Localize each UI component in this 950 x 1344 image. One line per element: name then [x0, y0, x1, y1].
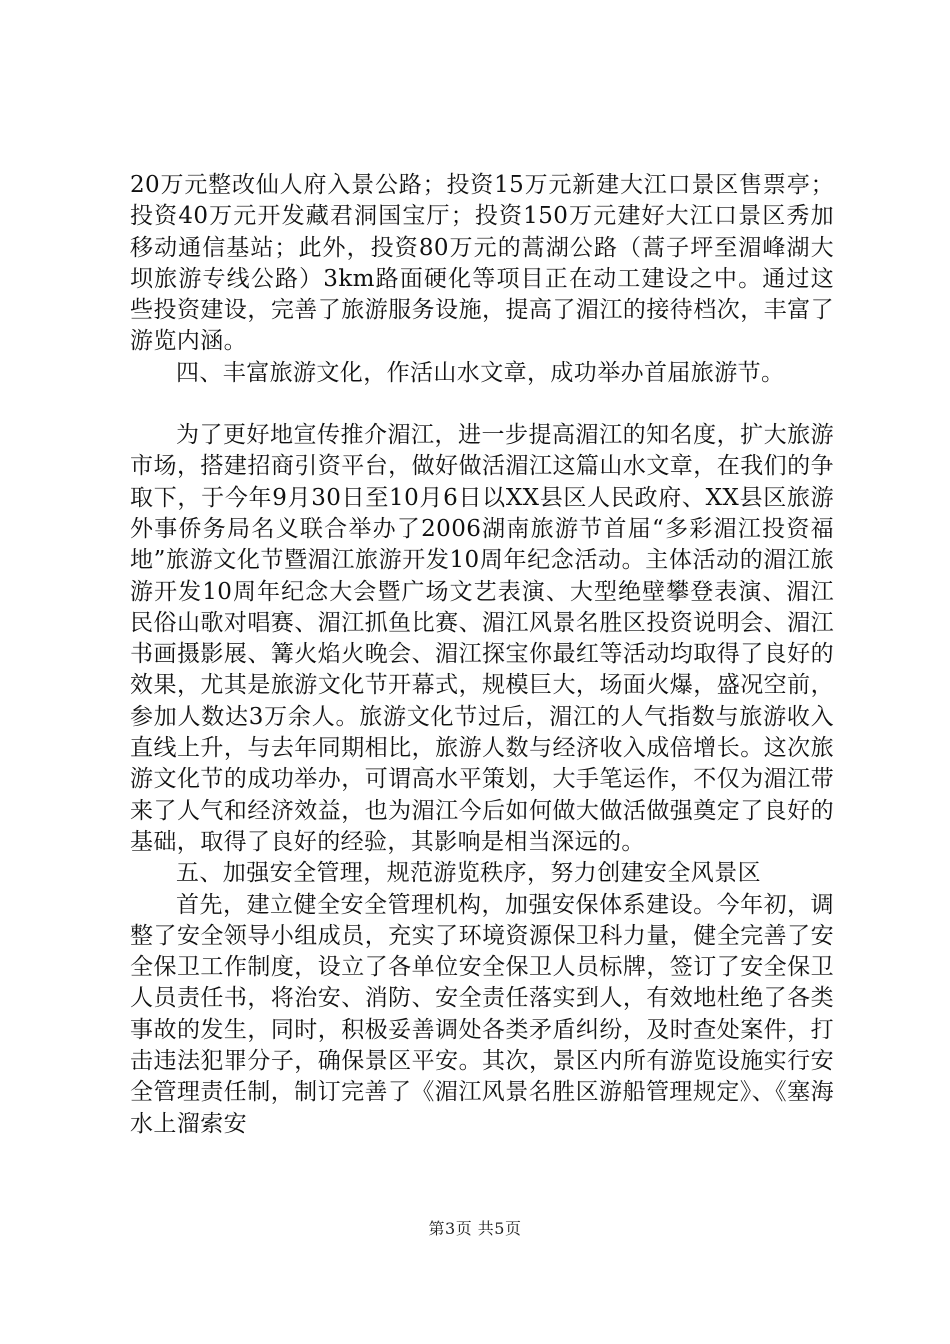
page-number-footer: 第3页 共5页	[428, 1219, 522, 1238]
paragraph-safety-measures: 首先，建立健全安全管理机构，加强安保体系建设。今年初，调整了安全领导小组成员，充实了环境资源保卫科力量，健全完善了安全保卫工作制度，设立了各单位安全保卫人员标牌，签订了安全保卫人员责任书，将治安、消防、安全责任落实到人，有效地杜绝了各类事故的发生，同时，积极妥善调处各类矛盾纠纷，及时查处案件，打击违法犯罪分子，确保景区平安。其次，景区内所有游览设施实行安全管理责任制，制订完善了《湄江风景名胜区游船管理规定》、《塞海水上溜索安	[130, 891, 834, 1137]
paragraph-investment-continued: 20万元整改仙人府入景公路；投资15万元新建大江口景区售票亭；投资40万元开发藏君洞国宝厅；投资150万元建好大江口景区秀加移动通信基站；此外，投资80万元的蒿湖公路（蒿子坪至湄峰湖大坝旅游专线公路）3km路面硬化等项目正在动工建设之中。通过这些投资建设，完善了旅游服务设施，提高了湄江的接待档次，丰富了游览内涵。	[130, 172, 834, 355]
document-body	[130, 170, 834, 1140]
section-heading-tourism-culture: 四、丰富旅游文化，作活山水文章，成功举办首届旅游节。	[176, 359, 785, 386]
paragraph-tourism-festival: 为了更好地宣传推介湄江，进一步提高湄江的知名度，扩大旅游市场，搭建招商引资平台，做好做活湄江这篇山水文章，在我们的争取下，于今年9月30日至10月6日以XX县区人民政府、XX县区旅游外事侨务局名义联合举办了2006湖南旅游节首届“多彩湄江投资福地”旅游文化节暨湄江旅游开发10周年纪念活动。主体活动的湄江旅游开发10周年纪念大会暨广场文艺表演、大型绝壁攀登表演、湄江民俗山歌对唱赛、湄江抓鱼比赛、湄江风景名胜区投资说明会、湄江书画摄影展、篝火焰火晚会、湄江探宝你最红等活动均取得了良好的效果，尤其是旅游文化节开幕式，规模巨大，场面火爆，盛况空前，参加人数达3万余人。旅游文化节过后，湄江的人气指数与旅游收入直线上升，与去年同期相比，旅游人数与经济收入成倍增长。这次旅游文化节的成功举办，可谓高水平策划，大手笔运作，不仅为湄江带来了人气和经济效益，也为湄江今后如何做大做活做强奠定了良好的基础，取得了良好的经验，其影响是相当深远的。	[130, 422, 834, 855]
section-heading-safety-management: 五、加强安全管理，规范游览秩序，努力创建安全风景区	[176, 860, 761, 887]
